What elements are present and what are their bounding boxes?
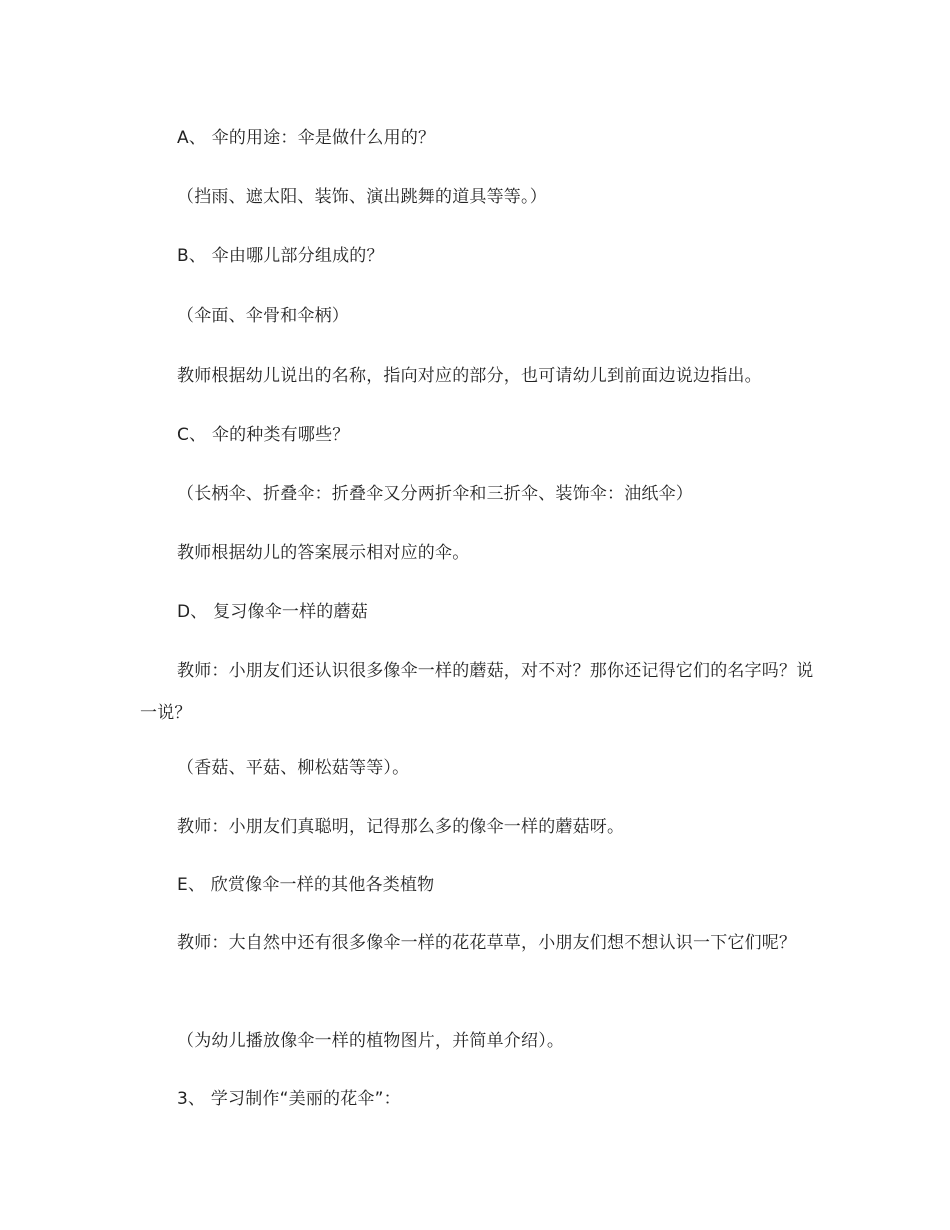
paragraph-d-heading: D、 复习像伞一样的蘑菇 xyxy=(177,602,368,622)
paragraph-a-answer: （挡雨、遮太阳、装饰、演出跳舞的道具等等。） xyxy=(177,187,547,207)
paragraph-d-answer: （香菇、平菇、柳松菇等等）。 xyxy=(177,758,410,778)
paragraph-e-teacher-question: 教师：大自然中还有很多像伞一样的花花草草，小朋友们想不想认识一下它们呢？ xyxy=(177,933,797,953)
paragraph-b-heading: B、 伞由哪儿部分组成的？ xyxy=(177,246,384,266)
paragraph-c-teacher-note: 教师根据幼儿的答案展示相对应的伞。 xyxy=(177,543,470,563)
paragraph-b-answer: （伞面、伞骨和伞柄） xyxy=(177,306,349,326)
paragraph-d-teacher-question: 教师：小朋友们还认识很多像伞一样的蘑菇，对不对？那你还记得它们的名字吗？说一说？ xyxy=(140,661,814,723)
paragraph-a-heading: A、 伞的用途：伞是做什么用的？ xyxy=(177,128,436,148)
section-3-heading: 3、 学习制作“美丽的花伞”： xyxy=(177,1089,401,1109)
paragraph-c-heading: C、 伞的种类有哪些？ xyxy=(177,425,350,445)
paragraph-d-teacher-praise: 教师：小朋友们真聪明，记得那么多的像伞一样的蘑菇呀。 xyxy=(177,817,625,837)
paragraph-e-answer: （为幼儿播放像伞一样的植物图片，并简单介绍）。 xyxy=(177,1031,565,1051)
paragraph-e-heading: E、 欣赏像伞一样的其他各类植物 xyxy=(177,875,435,895)
paragraph-c-answer: （长柄伞、折叠伞：折叠伞又分两折伞和三折伞、装饰伞：油纸伞） xyxy=(177,484,693,504)
paragraph-b-teacher-note: 教师根据幼儿说出的名称，指向对应的部分，也可请幼儿到前面边说边指出。 xyxy=(177,366,762,386)
